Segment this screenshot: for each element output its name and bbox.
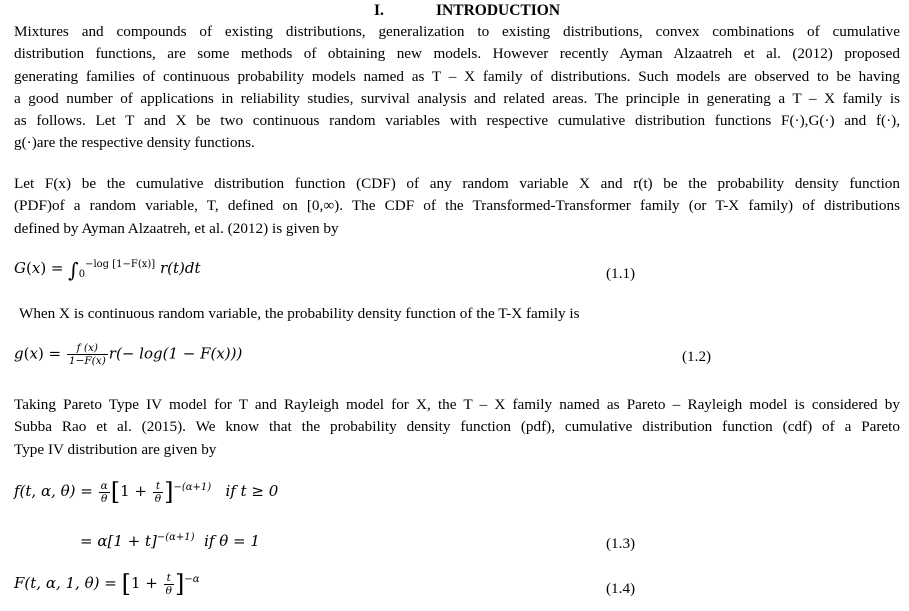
equation-body: $G(x) = \int_0^{-log [1-F(x)]}$ r(t)dt [14,258,201,282]
text-line: Let F(x) be the cumulative distribution function (CDF) of any random variable X and r(t) be the probability density function [14,175,900,192]
equation-body: F(t, α, 1, θ) = [1 + $\frac{t}{\theta}$ ]$^{-\alpha}$ [14,570,200,598]
equation-1-3-special-case [14,532,900,562]
equation-1-3-pdf [14,478,900,514]
equation-number: (1.3) [606,535,636,552]
equation-number: (1.1) [606,265,636,282]
text-line: Subba Rao et al. (2015). We know that the probability density function (pdf), cumulative distribution function (cdf) of a Pareto [14,418,900,436]
text-line: defined by Ayman Alzaatreh, et al. (2012) is given by [14,219,339,237]
section-number: I. [374,2,384,19]
equation-body: g(x) = $\frac{f (x)}{1-F(x)}$ r(− log(1 − F(x))) [14,342,243,367]
text-line: as follows. Let T and X be two continuous random variables with respective cumulative distribution functions F(·),G(·) and f(·), [14,112,900,130]
intro-paragraph-3 [19,303,905,325]
text-line: distribution functions, are some methods of obtaining new models. However recently Ayman Alzaatreh et al. (2012) proposed [14,45,900,63]
section-title: INTRODUCTION [436,2,561,19]
text-line: Mixtures and compounds of existing distributions, generalization to existing distributions, convex combinations of cumulative [14,23,900,40]
equation-body: f(t, α, θ) = $\frac{\alpha}{\theta}$ [1 + $\frac{t}{\theta}$ ]$^{-(\alpha+1)}$ if t ≥ 0 [14,478,279,506]
text-line: (PDF)of a random variable, T, defined on [0,∞). The CDF of the Transformed-Transformer family (or T-X family) of distributions [14,197,900,215]
text-line: When X is continuous random variable, the probability density function of the T-X family is [19,305,580,322]
text-line: Taking Pareto Type IV model for T and Rayleigh model for X, the T – X family named as Pareto – Rayleigh model is considered by [14,396,900,413]
equation-body: = $\alpha[1 + t]^{-(\alpha+1)}$ if θ = 1 [80,532,260,550]
equation-1-4 [14,570,900,608]
text-line: g(·)are the respective density functions. [14,134,255,152]
intro-paragraph-1 [14,21,900,155]
text-line: generating families of continuous probability models named as T – X family of distributions. Such models are observed to be having [14,67,900,85]
equation-number: (1.2) [682,348,712,365]
equation-number: (1.4) [606,580,636,597]
text-line: a good number of applications in reliability studies, survival analysis and related areas. The principle in generating a T – X family is [14,89,900,107]
intro-paragraph-2 [14,173,900,240]
equation-1-2 [14,342,900,372]
intro-paragraph-4 [14,394,900,461]
section-heading [0,2,909,22]
equation-1-1 [14,258,900,288]
text-line: Type IV distribution are given by [14,440,217,458]
